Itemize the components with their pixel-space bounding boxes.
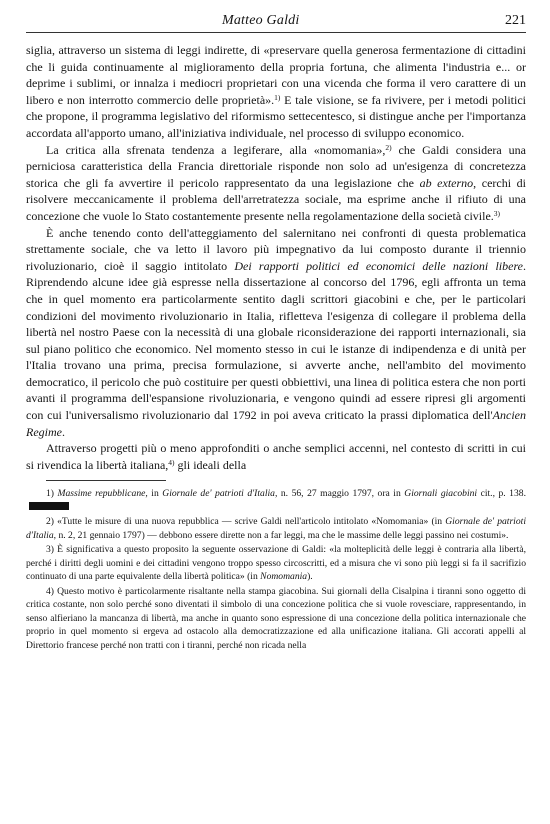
redaction-mark: [29, 502, 69, 510]
text-run: E tale visione, se fa rivivere, per i metodi politici che propone, il programma legislativo del riformismo settecentesco, si distingue anche per l'importanza accordata all'apporto umano, all'iniziativa individuale, nel processo di sviluppo economico.: [26, 92, 526, 140]
italic-text: Ancien Regime: [26, 408, 526, 439]
text-run: La critica alla sfrenata tendenza a legiferare, alla «nomomania»,: [46, 142, 386, 157]
text-run: , n. 2, 21 gennaio 1797) — debbono essere dirette non a far leggi, ma che le massime delle leggi passino nei costumi».: [53, 529, 509, 541]
text-run: 4) Questo motivo è particolarmente risaltante nella stampa giacobina. Sui giornali della Cisalpina i tiranni sono oggetto di critica costante, non solo perché sono diventati il simbolo di una concezione politica che si vuole rovesciare, rappresentando, in senso alfieriano la mancanza di libertà, ma anche in quanto sono espressione di una concezione della politica internazionale che proprio in quel momento si ergeva ad ostacolo alla democratizzazione ed alla unificazione italiana. Gli accorati appelli al Direttorio francese perché non tratti con i tiranni, perché non ricada nella: [26, 585, 526, 651]
italic-text: Dei rapporti politici ed economici delle nazioni libere: [234, 258, 524, 273]
text-run: , cerchi di risolvere meccanicamente il problema dell'arretratezza sociale, ma esprime anche il rifiuto di una concezione che vuole lo Stato costantemente presente nella regolamentazione della società civile.: [26, 175, 526, 223]
footnote-separator: [46, 480, 166, 481]
text-run: siglia, attraverso un sistema di leggi indirette, di «preservare quella generosa fermentazione di cittadini che li guida continuamente al miglioramento della propria fortuna, che alimenta l'industria e... or deprime i sublimi, or innalza i mediocri proprietari con una vicenda che forma il vero carattere di un libero e non interrotto commercio delle proprietà».: [26, 43, 526, 107]
page-number: 221: [505, 13, 526, 28]
footnote-ref: 3): [493, 208, 501, 218]
footnote: [26, 585, 526, 653]
text-run: .: [61, 424, 65, 439]
italic-text: ab externo: [419, 175, 474, 190]
text-run: 3) È significativa a questo proposito la seguente osservazione di Galdi: «la molteplicità delle leggi è contraria alla libertà, perché i diritti degli uomini e dei cittadini vengono troppo spesso circoscritti, ed a misura che vi sono più leggi si fa il sacrifizio continuato di una parte equivalente della libertà politica» (in: [26, 544, 526, 583]
footnote: [26, 487, 526, 514]
body-paragraph: [26, 440, 526, 473]
running-header: [26, 10, 526, 33]
text-run: , in: [145, 488, 163, 500]
footnote: [26, 543, 526, 584]
footnote-ref: 1): [274, 92, 281, 102]
footnote-ref: 4): [168, 457, 175, 467]
footnotes: [26, 487, 526, 652]
running-title: Matteo Galdi: [222, 13, 300, 28]
text-run: ).: [307, 571, 313, 583]
text-run: 1): [46, 488, 58, 500]
text-run: Attraverso progetti più o meno approfonditi o anche semplici accenni, nel contesto di scritti in cui si rivendica la libertà italiana,: [26, 441, 526, 472]
footnote-ref: 2): [385, 142, 392, 152]
text-run: cit., p. 138.: [477, 488, 526, 500]
body-paragraph: [26, 42, 526, 142]
text-run: , n. 56, 27 maggio 1797, ora in: [274, 488, 405, 500]
text-run: . Riprendendo alcune idee già espresse nella dissertazione al concorso del 1796, egli affronta un tema che in quel momento era particolarmente sentito dagli scrittori giacobini e che, per le particolari condizioni del movimento rivoluzionario in Italia, rifletteva l'esigenza di collegare il problema della libertà nel nostro Paese con la necessità di una globale riconsiderazione dei rapporti internazionali, sia sul piano politico che economico. Nel momento stesso in cui le istanze di indipendenza e di unità per l'Italia trovano una prima, precisa formulazione, si avverte anche, nell'ambito del movimento democratico, il pericolo che può costituire per questi obbiettivi, una linea di politica estera che non porti avanti il programma dell'espansione rivoluzionaria, e vengono quindi ad essere ripresi gli argomenti con cui l'universalismo rivoluzionario dal 1792 in poi aveva criticato la prassi diplomatica dell': [26, 258, 527, 423]
text-run: È anche tenendo conto dell'atteggiamento del salernitano nei confronti di questa problematica strettamente sociale, che va letto il lavoro più impegnativo da lui composto durante il triennio rivoluzionario, cioè il saggio intitolato: [26, 225, 526, 273]
italic-text: Nomomania: [260, 571, 308, 583]
text-run: che Galdi considera una perniciosa caratteristica della Francia direttoriale risponde non solo ad un'esigenza di concretezza storica che gli fa avvertire il pericolo rappresentato da una legislazione che: [26, 142, 526, 190]
italic-text: Massime repubblicane: [57, 488, 146, 500]
italic-text: Giornali giacobini: [404, 488, 478, 500]
body-text: [26, 42, 526, 473]
italic-text: Giornale de' patrioti d'Italia: [26, 516, 526, 541]
book-page: [26, 10, 526, 653]
body-paragraph: [26, 142, 526, 225]
text-run: 2) «Tutte le misure di una nuova repubblica — scrive Galdi nell'articolo intitolato «Nomomania» (in: [46, 516, 446, 528]
italic-text: Giornale de' patrioti d'Italia: [162, 488, 275, 500]
footnote: [26, 515, 526, 542]
text-run: gli ideali della: [174, 457, 247, 472]
body-paragraph: [26, 225, 526, 441]
